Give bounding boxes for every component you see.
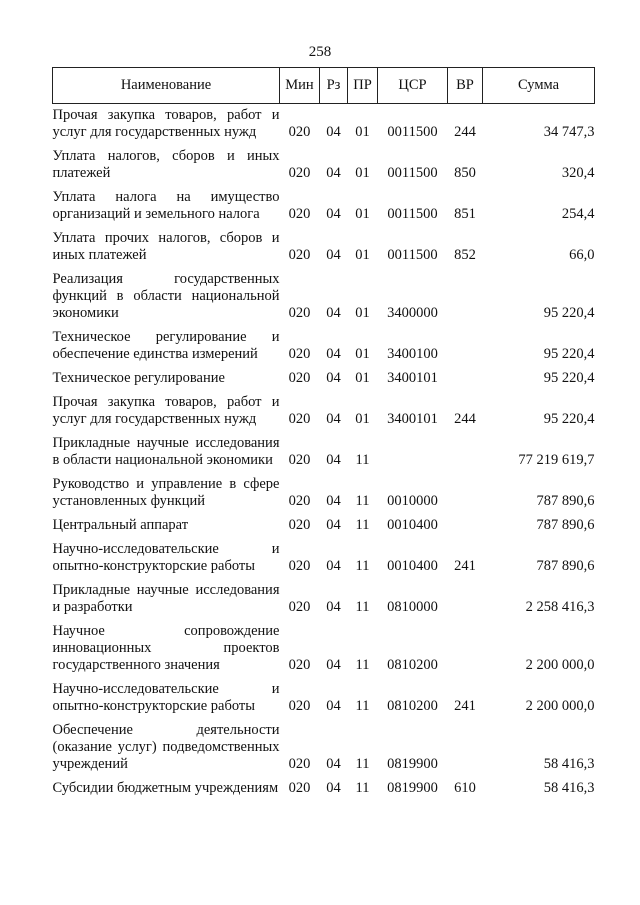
column-header-csr: ЦСР [378,68,448,104]
cell-vr: 850 [454,165,476,181]
cell-csr: 0010400 [387,558,438,574]
table-row [53,719,595,777]
column-header-name: Наименование [53,68,280,104]
cell-name: Уплата налога на имущество организаций и земельного налога [52,189,280,222]
table-row [53,186,595,227]
cell-rz: 04 [326,206,341,222]
cell-pr: 11 [355,493,370,509]
table-row [53,514,595,538]
cell-csr: 3400100 [387,346,438,362]
cell-vr [448,514,483,538]
cell-csr: 0010000 [387,493,438,509]
cell-sum: 320,4 [561,165,595,181]
cell-rz: 04 [326,558,341,574]
table-row [53,268,595,326]
table-row [53,391,595,432]
cell-min: 020 [288,698,311,714]
cell-csr: 0810200 [387,657,438,673]
cell-vr: 241 [454,558,476,574]
cell-sum: 95 220,4 [543,305,595,321]
cell-rz: 04 [326,165,341,181]
cell-vr [448,326,483,367]
cell-min: 020 [288,247,311,263]
cell-sum: 787 890,6 [536,493,595,509]
cell-vr: 852 [454,247,476,263]
cell-vr [448,620,483,678]
cell-rz: 04 [326,247,341,263]
cell-pr: 11 [355,698,370,714]
cell-rz: 04 [326,657,341,673]
cell-sum: 66,0 [569,247,595,263]
table-row [53,104,595,146]
cell-csr: 0810200 [387,698,438,714]
cell-pr: 01 [355,124,370,140]
cell-rz: 04 [326,305,341,321]
cell-vr [448,432,483,473]
cell-name: Обеспечение деятельности (оказание услуг) подведомственных учреждений [52,722,280,772]
cell-vr [448,719,483,777]
cell-pr: 01 [355,206,370,222]
cell-name: Прикладные научные исследования и разработки [52,582,280,615]
cell-pr: 01 [355,247,370,263]
table-row [53,620,595,678]
cell-csr: 0011500 [387,247,438,263]
cell-vr [448,268,483,326]
cell-rz: 04 [326,346,341,362]
table-row [53,227,595,268]
cell-name: Прикладные научные исследования в области национальной экономики [52,435,280,468]
table-row [53,367,595,391]
cell-rz: 04 [326,411,341,427]
column-header-rz: Рз [320,68,348,104]
cell-pr: 01 [355,370,370,386]
cell-vr: 244 [454,411,476,427]
cell-sum: 95 220,4 [543,411,595,427]
cell-name: Техническое регулирование [52,370,225,386]
table-row [53,432,595,473]
cell-vr [448,579,483,620]
cell-csr [378,432,448,473]
cell-name: Научно-исследовательские и опытно-конструкторские работы [52,681,280,714]
table-row [53,326,595,367]
cell-name: Уплата налогов, сборов и иных платежей [52,148,280,181]
table-body [53,104,595,802]
cell-csr: 3400000 [387,305,438,321]
cell-pr: 01 [355,165,370,181]
budget-table [52,67,595,801]
cell-rz: 04 [326,780,341,796]
cell-vr: 241 [454,698,476,714]
cell-pr: 01 [355,346,370,362]
cell-min: 020 [288,411,311,427]
column-header-pr: ПР [348,68,378,104]
cell-pr: 11 [355,558,370,574]
table-row [53,777,595,801]
cell-rz: 04 [326,698,341,714]
cell-pr: 11 [355,657,370,673]
cell-rz: 04 [326,124,341,140]
cell-min: 020 [288,780,311,796]
cell-name: Уплата прочих налогов, сборов и иных платежей [52,230,280,263]
cell-pr: 11 [355,599,370,615]
column-header-vr: ВР [448,68,483,104]
cell-name: Прочая закупка товаров, работ и услуг для государственных нужд [52,394,280,427]
cell-rz: 04 [326,756,341,772]
cell-rz: 04 [326,370,341,386]
cell-vr: 244 [454,124,476,140]
cell-sum: 787 890,6 [536,558,595,574]
cell-rz: 04 [326,517,341,533]
cell-name: Центральный аппарат [52,517,189,533]
cell-rz: 04 [326,452,341,468]
cell-name: Реализация государственных функций в области национальной экономики [52,271,280,321]
cell-pr: 11 [355,517,370,533]
cell-min: 020 [288,452,311,468]
table-row [53,678,595,719]
cell-min: 020 [288,346,311,362]
cell-name: Субсидии бюджетным учреждениям [52,780,279,796]
cell-min: 020 [288,657,311,673]
cell-pr: 11 [355,452,370,468]
cell-sum: 95 220,4 [543,346,595,362]
cell-name: Техническое регулирование и обеспечение единства измерений [52,329,280,362]
cell-name: Руководство и управление в сфере установленных функций [52,476,280,509]
cell-csr: 3400101 [387,411,438,427]
table-row [53,579,595,620]
cell-sum: 254,4 [561,206,595,222]
cell-min: 020 [288,370,311,386]
page-number: 258 [308,44,332,60]
cell-min: 020 [288,124,311,140]
cell-name: Научное сопровождение инновационных проектов государственного значения [52,623,280,673]
cell-min: 020 [288,599,311,615]
cell-min: 020 [288,206,311,222]
column-header-sum: Сумма [483,68,595,104]
cell-csr: 0011500 [387,165,438,181]
cell-min: 020 [288,756,311,772]
cell-vr: 610 [454,780,476,796]
column-header-min: Мин [280,68,320,104]
cell-csr: 0011500 [387,124,438,140]
cell-sum: 787 890,6 [536,517,595,533]
cell-min: 020 [288,517,311,533]
cell-vr [448,367,483,391]
cell-pr: 11 [355,756,370,772]
cell-min: 020 [288,305,311,321]
cell-sum: 2 258 416,3 [525,599,595,615]
cell-name: Научно-исследовательские и опытно-конструкторские работы [52,541,280,574]
cell-pr: 11 [355,780,370,796]
cell-sum: 58 416,3 [543,756,595,772]
cell-min: 020 [288,493,311,509]
cell-min: 020 [288,558,311,574]
table-row [53,473,595,514]
cell-sum: 58 416,3 [543,780,595,796]
cell-sum: 77 219 619,7 [518,452,595,468]
cell-csr: 3400101 [387,370,438,386]
cell-csr: 0011500 [387,206,438,222]
table-row [53,538,595,579]
cell-rz: 04 [326,599,341,615]
cell-sum: 95 220,4 [543,370,595,386]
table-row [53,145,595,186]
cell-vr [448,473,483,514]
cell-rz: 04 [326,493,341,509]
cell-csr: 0810000 [387,599,438,615]
cell-sum: 34 747,3 [543,124,595,140]
cell-pr: 01 [355,305,370,321]
cell-csr: 0819900 [387,780,438,796]
cell-csr: 0819900 [387,756,438,772]
cell-name: Прочая закупка товаров, работ и услуг для государственных нужд [52,107,280,140]
cell-sum: 2 200 000,0 [525,657,595,673]
cell-sum: 2 200 000,0 [525,698,595,714]
cell-pr: 01 [355,411,370,427]
table-header-row [53,68,595,104]
cell-vr: 851 [454,206,476,222]
cell-csr: 0010400 [387,517,438,533]
cell-min: 020 [288,165,311,181]
